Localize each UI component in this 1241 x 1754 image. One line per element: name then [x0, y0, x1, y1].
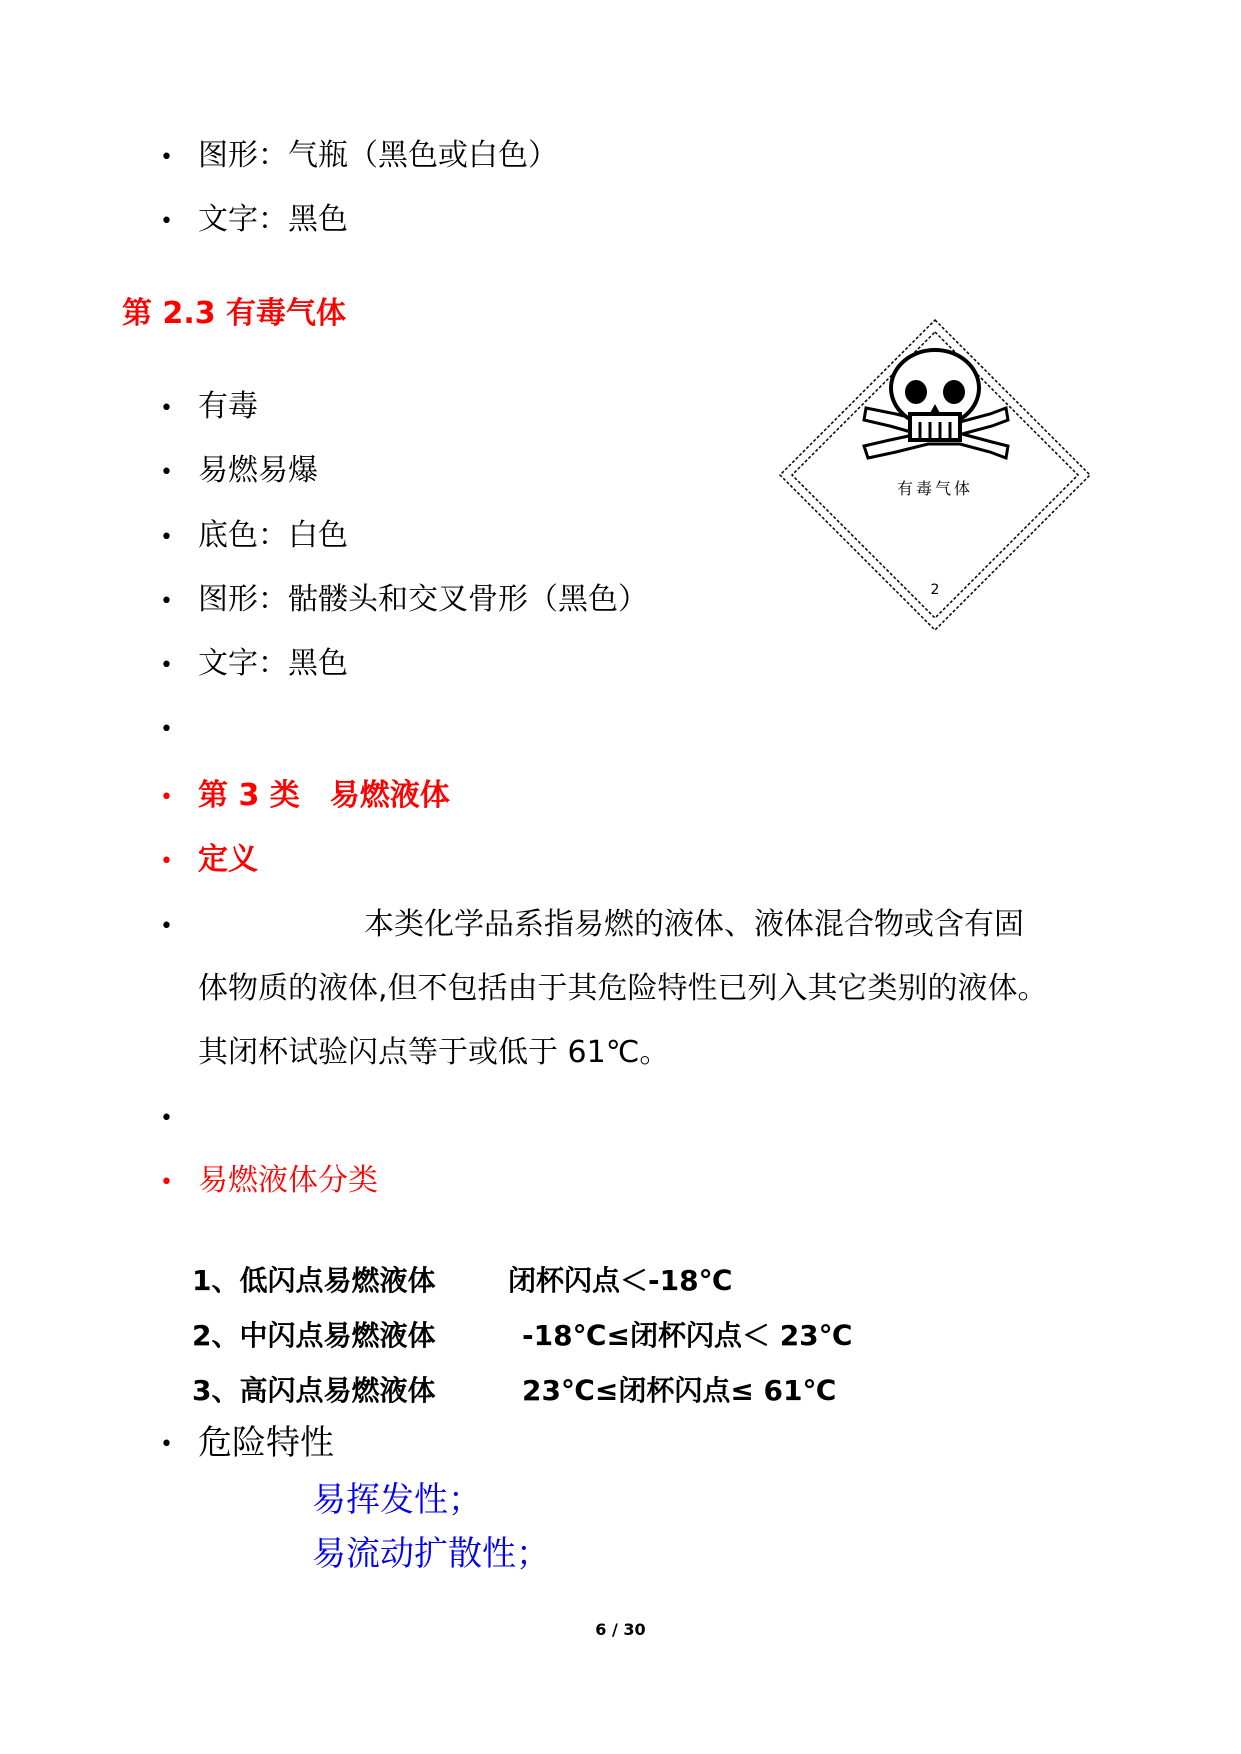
flash-class-name: 1、低闪点易燃液体 — [192, 1264, 436, 1297]
bullet-dot: • — [160, 460, 173, 485]
bullet-dot-empty: • — [160, 717, 173, 742]
bullet-figure-cylinder: 图形：气瓶（黑色或白色） — [198, 138, 558, 173]
toxic-bullet-1: 有毒 — [198, 389, 258, 424]
label-class-number: 2 — [930, 582, 940, 598]
bullet-dot: • — [160, 1170, 173, 1195]
definition-line-2: 体物质的液体,但不包括由于其危险特性已列入其它类别的液体。 — [198, 971, 1048, 1006]
hazard-title: 危险特性 — [198, 1423, 334, 1463]
definition-title: 定义 — [198, 842, 258, 877]
bullet-dot: • — [160, 1432, 173, 1457]
label-text: 有毒气体 — [896, 479, 974, 498]
flash-class-range: 闭杯闪点＜-18℃ — [508, 1264, 733, 1297]
flash-class-name: 3、高闪点易燃液体 — [192, 1374, 436, 1407]
bullet-dot: • — [160, 849, 173, 874]
bullet-dot: • — [160, 525, 173, 550]
bullet-text-color: 文字：黑色 — [198, 202, 348, 237]
bullet-dot: • — [160, 145, 173, 170]
flash-class-name: 2、中闪点易燃液体 — [192, 1319, 436, 1352]
bullet-dot-empty: • — [160, 1106, 173, 1131]
class-3-title: 第 3 类 易燃液体 — [198, 778, 450, 813]
bullet-dot: • — [160, 589, 173, 614]
toxic-bullet-3: 底色：白色 — [198, 518, 348, 553]
bullet-dot: • — [160, 653, 173, 678]
toxic-bullet-5: 文字：黑色 — [198, 646, 348, 681]
bullet-dot: • — [160, 209, 173, 234]
toxic-bullet-2: 易燃易爆 — [198, 453, 318, 488]
flash-class-range: -18℃≤闭杯闪点＜ 23℃ — [522, 1319, 853, 1352]
definition-line-3: 其闭杯试验闪点等于或低于 61℃。 — [198, 1035, 670, 1070]
definition-line-1: 本类化学品系指易燃的液体、液体混合物或含有固 — [364, 907, 1024, 942]
page-number: 6 / 30 — [595, 1620, 646, 1639]
bullet-dot: • — [160, 785, 173, 810]
hazard-item-flowing: 易流动扩散性； — [312, 1534, 550, 1574]
hazard-item-volatile: 易挥发性； — [312, 1480, 482, 1520]
bullet-dot: • — [160, 914, 173, 939]
section-heading-2-3: 第 2.3 有毒气体 — [122, 296, 347, 331]
bullet-dot: • — [160, 396, 173, 421]
toxic-bullet-4: 图形：骷髅头和交叉骨形（黑色） — [198, 582, 648, 617]
toxic-gas-hazard-label — [778, 318, 1092, 632]
classification-title: 易燃液体分类 — [198, 1163, 378, 1198]
flash-class-range: 23℃≤闭杯闪点≤ 61℃ — [522, 1374, 837, 1407]
